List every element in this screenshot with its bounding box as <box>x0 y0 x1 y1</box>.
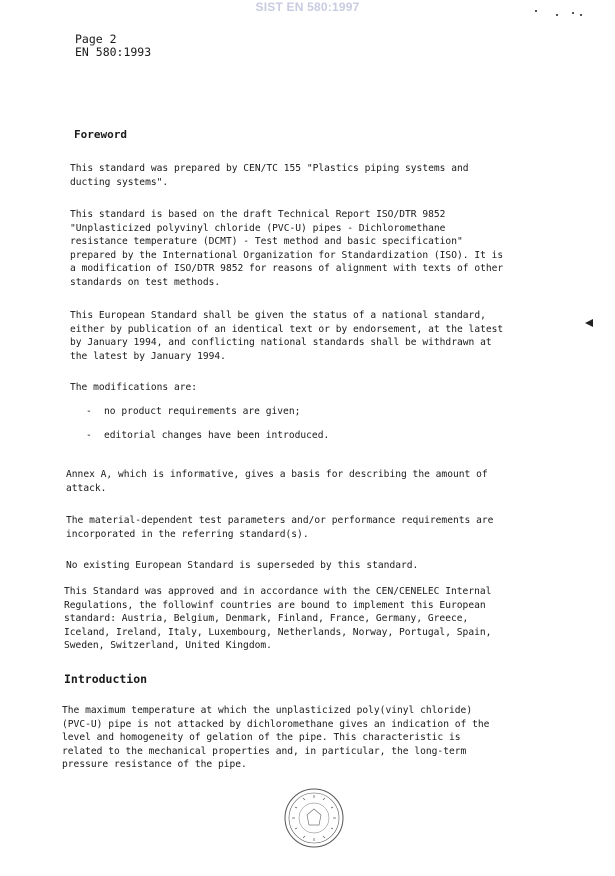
modifications-intro: The modifications are: <box>70 382 198 393</box>
list-item-text: editorial changes have been introduced. <box>104 430 330 441</box>
foreword-paragraph-2: This standard is based on the draft Technical Report ISO/DTR 9852 "Unplasticized polyvinyl chloride (PVC-U) pipes - Dichloromethane resistance temperature (DCMT) - Test method and basic specification" prepared by the International Organization for Standardization (ISO). It is a modification of ISO/DTR 9852 for reasons of alignment with texts of other standards on test methods. <box>70 209 504 288</box>
scan-speck <box>535 10 537 12</box>
page-header <box>75 33 151 59</box>
list-item <box>86 406 300 417</box>
official-seal-stamp <box>283 787 345 849</box>
list-item-text: no product requirements are given; <box>104 406 301 417</box>
page-number: Page 2 <box>75 32 117 46</box>
margin-arrow-mark <box>584 318 594 328</box>
list-item <box>86 430 329 441</box>
list-dash: - <box>86 406 92 417</box>
foreword-heading: Foreword <box>74 128 127 141</box>
superseded-paragraph: No existing European Standard is superseded by this standard. <box>66 560 419 571</box>
watermark: SIST EN 580:1997 <box>255 0 360 14</box>
scan-speck <box>556 14 558 16</box>
scan-speck <box>572 12 574 14</box>
annex-paragraph: Annex A, which is informative, gives a basis for describing the amount of attack. <box>66 469 488 494</box>
introduction-paragraph: The maximum temperature at which the unplasticized poly(vinyl chloride) (PVC-U) pipe is not attacked by dichloromethane gives an indication of the level and homogeneity of gelation of the pipe. This characteristic is related to the mechanical properties and, in particular, the long-term pressure resistance of the pipe. <box>62 705 490 770</box>
test-parameters-paragraph: The material-dependent test parameters and/or performance requirements are incorporated in the referring standard(s). <box>66 515 494 540</box>
list-dash: - <box>86 430 92 441</box>
foreword-paragraph-1: This standard was prepared by CEN/TC 155 "Plastics piping systems and ducting systems". <box>70 163 469 188</box>
scan-speck <box>580 14 582 16</box>
standard-number: EN 580:1993 <box>75 45 152 59</box>
approval-paragraph: This Standard was approved and in accordance with the CEN/CENELEC Internal Regulations, the followinf countries are bound to implement this European standard: Austria, Belgium, Denmark, Finland, France, Germany, Greece, Iceland, Ireland, Italy, Luxembourg, Netherlands, Norway, Portugal, Spain, Sweden, Switzerland, United Kingdom. <box>64 586 492 651</box>
foreword-paragraph-3: This European Standard shall be given the status of a national standard, either by publication of an identical text or by endorsement, at the latest by January 1994, and conflicting national standards shall be withdrawn at the latest by January 1994. <box>70 310 504 362</box>
introduction-heading: Introduction <box>64 672 148 686</box>
